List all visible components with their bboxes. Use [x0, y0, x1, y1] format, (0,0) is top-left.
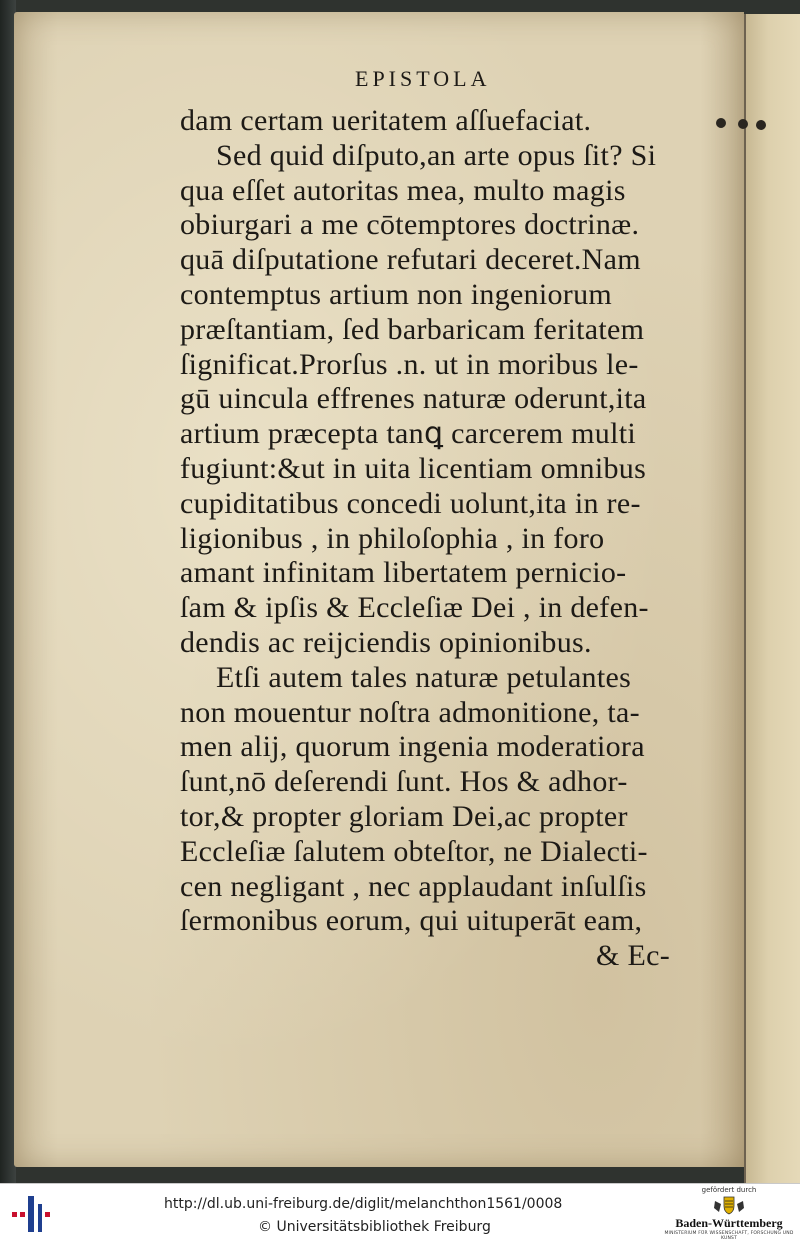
text-line: Etſi autem tales naturæ petulantes — [216, 660, 632, 694]
text-line: contemptus artium non ingeniorum — [180, 277, 613, 311]
adjacent-page-edge — [744, 14, 800, 1183]
text-line: Eccleſiæ ſalutem obteſtor, ne Dialecti- — [180, 834, 648, 868]
text-line: obiurgari a me cōtemptores doctrinæ. — [180, 208, 640, 242]
catchword: & Ec- — [596, 939, 670, 973]
text-line: ſam & ipſis & Eccleſiæ Dei , in defen- — [180, 591, 649, 625]
text-line: dam certam ueritatem aſſuefaciat. — [180, 104, 592, 137]
text-line: non mouentur noſtra admonitione, ta- — [180, 695, 640, 729]
text-line: Sed quid diſputo,an arte opus ſit? Si — [216, 138, 657, 172]
text-line: gū uincula effrenes naturæ oderunt,ita — [180, 382, 647, 416]
viewer-footer — [0, 1183, 800, 1242]
text-line: dendis ac reijciendis opinionibus. — [180, 625, 592, 659]
ink-dot — [738, 119, 748, 129]
ink-dot — [716, 118, 726, 128]
text-line: cen negligant , nec applaudant inſulſis — [180, 869, 647, 903]
permalink-url[interactable]: http://dl.ub.uni-freiburg.de/diglit/melanchthon1561/0008 — [164, 1196, 563, 1212]
ink-dot — [756, 120, 766, 130]
university-logo-icon[interactable] — [10, 1194, 54, 1234]
text-line: ſermonibus eorum, qui uituperāt eam, — [180, 904, 643, 938]
sponsor-label: gefördert durch — [701, 1186, 757, 1194]
text-line: quā diſputatione refutari deceret.Nam — [180, 243, 641, 277]
text-line: ligionibus , in philoſophia , in foro — [180, 521, 605, 555]
sponsor-ministry: MINISTERIUM FÜR WISSENSCHAFT, FORSCHUNG UND KUNST — [664, 1231, 794, 1241]
text-line: fugiunt:&ut in uita licentiam omnibus — [180, 451, 647, 485]
copyright-notice: © Universitätsbibliothek Freiburg — [258, 1219, 491, 1235]
page-text — [180, 104, 700, 974]
text-line: amant infinitam libertatem pernicio- — [180, 556, 627, 590]
text-line: men alij, quorum ingenia moderatiora — [180, 730, 645, 764]
text-line: cupiditatibus concedi uolunt,ita in re- — [180, 486, 641, 520]
sponsor-name: Baden-Württemberg — [675, 1216, 783, 1230]
crest-icon — [712, 1195, 746, 1215]
text-line: ſunt,nō deſerendi ſunt. Hos & adhor- — [180, 765, 628, 799]
text-line: ſignificat.Prorſus .n. ut in moribus le- — [180, 347, 639, 381]
sponsor-block — [664, 1186, 794, 1240]
text-line: tor,& propter gloriam Dei,ac propter — [180, 799, 628, 833]
text-line: præſtantiam, ſed barbaricam feritatem — [180, 312, 645, 346]
text-line: qua eſſet autoritas mea, multo magis — [180, 173, 626, 207]
text-line: artium præcepta tanꝗ carcerem multi — [180, 417, 637, 451]
running-head: EPISTOLA — [355, 66, 491, 91]
